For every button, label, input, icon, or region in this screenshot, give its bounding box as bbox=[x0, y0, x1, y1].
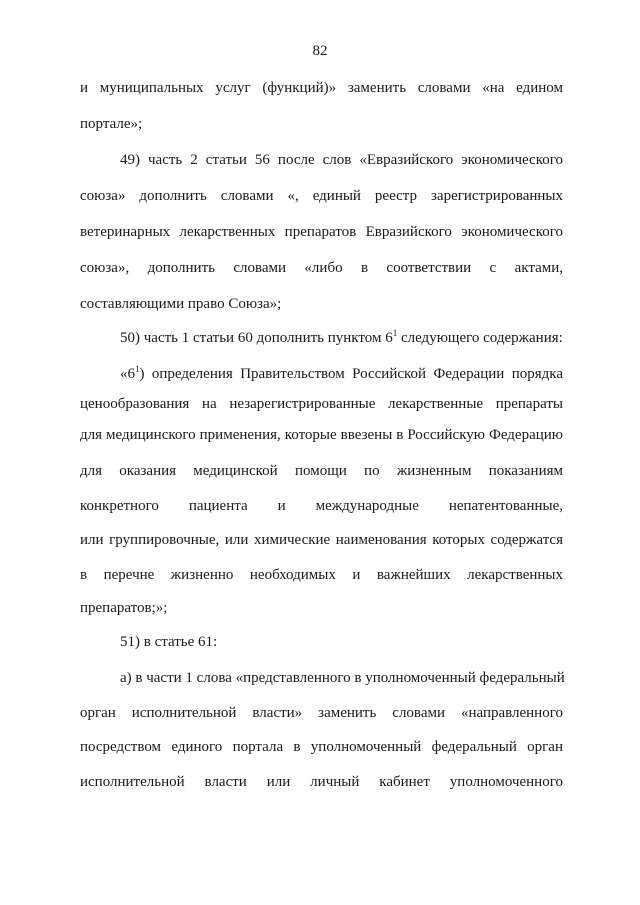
text-line: а) в части 1 слова «представленного в уполномоченный федеральный bbox=[120, 670, 565, 686]
text-line: посредством единого портала в уполномоченный федеральный орган bbox=[80, 739, 563, 755]
text-line: в перечне жизненно необходимых и важнейших лекарственных bbox=[80, 567, 563, 583]
text-line: для оказания медицинской помощи по жизненным показаниям bbox=[80, 463, 563, 479]
text-line: союза» дополнить словами «, единый реестр зарегистрированных bbox=[80, 188, 563, 204]
text-line bbox=[80, 328, 563, 348]
text-line: конкретного пациента и международные непатентованные, bbox=[80, 498, 563, 514]
text-line: 49) часть 2 статьи 56 после слов «Евразийского экономического bbox=[120, 152, 563, 168]
text-line: исполнительной власти или личный кабинет уполномоченного bbox=[80, 774, 563, 790]
text-line: орган исполнительной власти» заменить словами «направленного bbox=[80, 705, 563, 721]
text-line: препаратов;»; bbox=[80, 600, 168, 616]
page-number: 82 bbox=[312, 43, 328, 59]
text-line: ценообразования на незарегистрированные лекарственные препараты bbox=[80, 396, 563, 412]
text-line: портале»; bbox=[80, 116, 143, 132]
superscript: 1 bbox=[135, 364, 140, 374]
text-line: 51) в статье 61: bbox=[120, 634, 218, 650]
text-line: или группировочные, или химические наименования которых содержатся bbox=[80, 532, 563, 548]
text-segment: 50) часть 1 статьи 60 дополнить пунктом 6 bbox=[120, 330, 393, 346]
text-line: союза», дополнить словами «либо в соответствии с актами, bbox=[80, 260, 563, 276]
superscript: 1 bbox=[392, 328, 398, 338]
text-line: ветеринарных лекарственных препаратов Евразийского экономического bbox=[80, 224, 563, 240]
text-line bbox=[80, 364, 563, 384]
text-line: для медицинского применения, которые ввезены в Российскую Федерацию bbox=[80, 427, 563, 443]
text-segment: «6 bbox=[120, 366, 135, 382]
text-segment: ) определения Правительством Российской Федерации порядка bbox=[139, 366, 563, 382]
text-line: и муниципальных услуг (функций)» заменить словами «на едином bbox=[80, 80, 563, 96]
text-segment: следующего содержания: bbox=[397, 330, 563, 346]
text-line: составляющими право Союза»; bbox=[80, 296, 282, 312]
